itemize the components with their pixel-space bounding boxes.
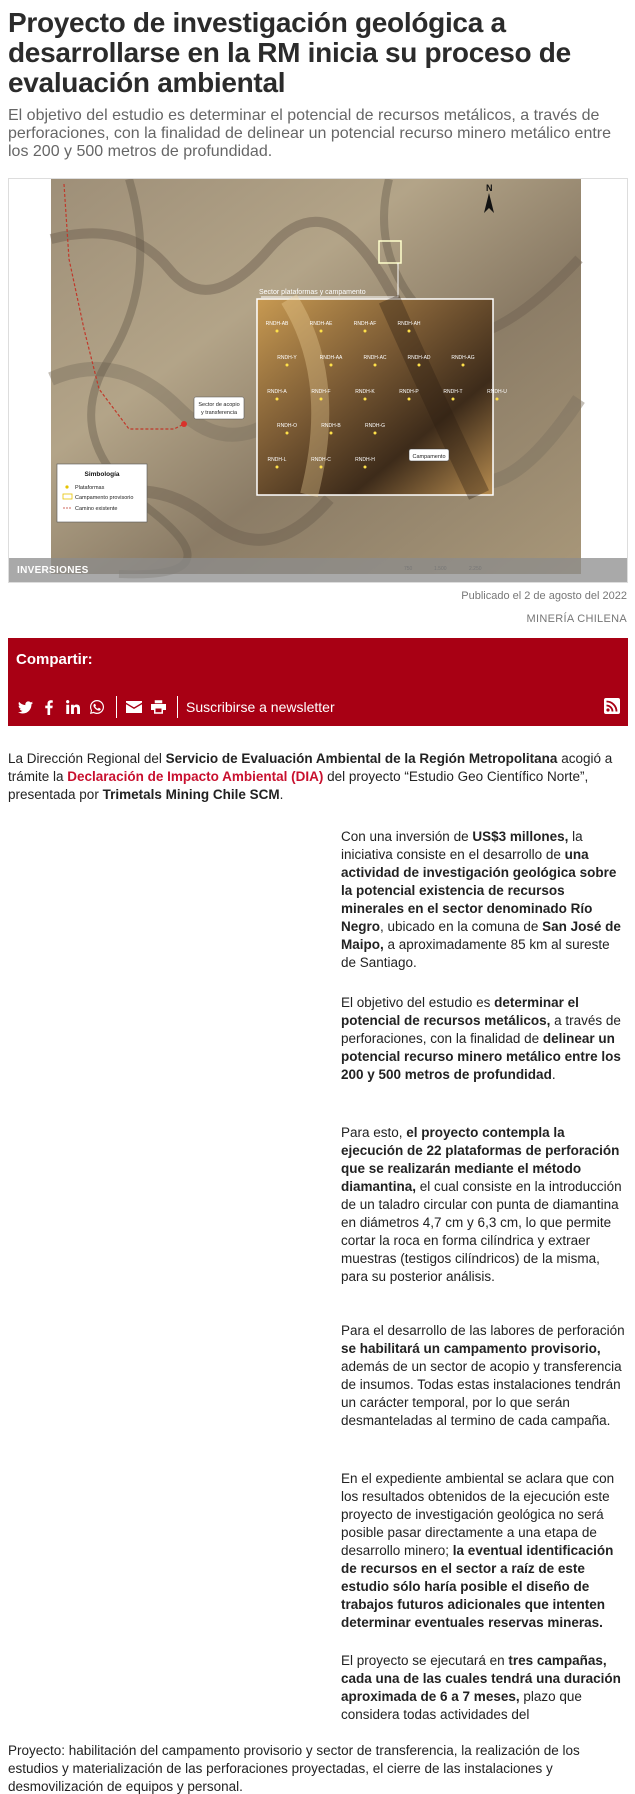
twitter-icon[interactable] [16,698,34,716]
lead-text-4: . [279,787,284,802]
platform-label: RNDH-F [311,389,331,395]
print-icon[interactable] [149,698,167,716]
camp-label: Campamento [412,454,446,460]
legend-item-camp: Campamento provisorio [75,495,134,501]
linkedin-icon[interactable] [64,698,82,716]
newsletter-subscribe-link[interactable]: Suscribirse a newsletter [186,699,335,715]
platform-dot [320,330,323,333]
p2-text-3: . [551,1067,556,1082]
p3-bold-1: el proyecto contempla la ejecución de 22 plataformas de perforación que se realizarán mediante el método diamantina, [341,1125,620,1194]
article-paragraph-1 [341,828,628,972]
p4-text-1: Para el desarrollo de las labores de perforación [341,1323,625,1338]
p6-text-1: El proyecto se ejecutará en [341,1653,509,1668]
platform-dot [364,466,367,469]
p4-text-2: además de un sector de acopio y transferencia de insumos. Todas estas instalaciones tendrán un carácter temporal, por lo que serán desmanteladas al termino de cada campaña. [341,1359,622,1428]
transfer-label-line2: y transferencia [200,410,238,416]
p2-text-2: a través de perforaciones, con la finalidad de [341,1013,621,1046]
p6-text-2: plazo que considera todas actividades del [341,1689,582,1722]
p3-text-1: Para esto, [341,1125,407,1140]
platform-label: RNDH-H [355,457,375,463]
platform-dot [276,330,279,333]
platform-dot [408,330,411,333]
map-graphic [9,179,628,583]
publish-date: Publicado el 2 de agosto del 2022 [461,590,627,602]
rss-icon[interactable] [604,698,620,714]
platform-label: RNDH-U [487,389,507,395]
platform-dot [286,432,289,435]
p6-bold-1: tres campañas, cada una de las cuales tendrá una duración aproximada de 6 a 7 meses, [341,1653,621,1704]
article-paragraph-5 [341,1470,628,1632]
platform-label: RNDH-AF [353,321,377,327]
dia-link[interactable]: Declaración de Impacto Ambiental (DIA) [67,769,324,784]
p5-bold-1: la eventual identificación de recursos en el sector a raíz de este estudio sólo haría posible el diseño de trabajos futuros adicionales que intenten determinar eventuales reservas mineras. [341,1543,614,1630]
hero-map-image[interactable] [8,178,628,583]
article-paragraph-2 [341,994,628,1084]
p2-text-1: El objetivo del estudio es [341,995,495,1010]
lead-text-1: La Dirección Regional del [8,751,166,766]
platform-dot [276,466,279,469]
platform-label: RNDH-K [355,389,375,395]
p1-bold-1: US$3 millones, [472,829,569,844]
platform-label: RNDH-P [399,389,419,395]
p3-text-2: el cual consiste en la introducción de un taladro circular con punta de diamantina en diámetros 4,7 cm y 6,3 cm, lo que permite cortar la roca en forma cilíndrica y extraer muestras (testigos cilíndricos) de la misma, para su posterior análisis. [341,1179,622,1284]
platform-label: RNDH-AA [319,355,343,361]
platform-dot [418,364,421,367]
platform-label: RNDH-G [365,423,385,429]
platform-dot [496,398,499,401]
platform-label: RNDH-AH [397,321,421,327]
transfer-point-marker [181,421,187,427]
platform-dot [330,432,333,435]
platform-label: RNDH-AE [309,321,333,327]
share-divider-2 [177,696,178,718]
platform-label: RNDH-C [311,457,331,463]
category-tag[interactable]: INVERSIONES [17,565,89,576]
platform-dot [364,330,367,333]
platform-dot [408,398,411,401]
article-source: MINERÍA CHILENA [526,613,627,625]
platform-label: RNDH-L [267,457,287,463]
email-icon[interactable] [125,698,143,716]
lead-bold-1: Servicio de Evaluación Ambiental de la Región Metropolitana [165,751,558,766]
legend-item-platforms: Plataformas [75,485,105,491]
share-icons-row [16,696,335,718]
p5-text-1: En el expediente ambiental se aclara que con los resultados obtenidos de la ejecución este proyecto de investigación geológica no será posible pasar directamente a una etapa de desarrollo minero; [341,1471,615,1558]
platform-dot [452,398,455,401]
p1-text-3: , ubicado en la comuna de [380,919,543,934]
platform-dot [374,432,377,435]
platform-label: RNDH-AD [407,355,431,361]
platform-label: RNDH-Y [277,355,297,361]
share-title: Compartir: [16,651,93,668]
platform-label: RNDH-AB [265,321,289,327]
whatsapp-icon[interactable] [88,698,106,716]
p1-bold-3: San José de Maipo, [341,919,621,952]
platform-dot [364,398,367,401]
p4-bold-1: se habilitará un campamento provisorio, [341,1341,601,1356]
map-legend [57,464,147,522]
platform-dot [330,364,333,367]
p1-bold-2: una actividad de investigación geológica sobre la potencial existencia de recursos minerales en el sector denominado Río Negro [341,847,617,934]
hero-tag-bar [9,558,627,582]
legend-title: Simbología [84,471,120,478]
article-paragraph-3 [341,1124,628,1286]
platform-dot [276,398,279,401]
legend-item-road: Camino existente [75,506,118,512]
article-paragraph-6 [341,1652,628,1724]
article-lead-paragraph [8,750,628,804]
platform-dot [374,364,377,367]
platform-dot [462,364,465,367]
platform-label: RNDH-O [277,423,297,429]
platform-dot [320,398,323,401]
p1-text-2: la iniciativa consiste en el desarrollo de [341,829,583,862]
platform-dot [320,466,323,469]
share-panel [8,638,628,726]
lead-text-2: acogió a trámite la [8,751,613,784]
article-title: Proyecto de investigación geológica a desarrollarse en la RM inicia su proceso de evaluación ambiental [8,7,571,98]
share-divider [116,696,117,718]
platform-label: RNDH-AC [363,355,387,361]
inset-title: Sector plataformas y campamento [259,289,366,296]
platform-label: RNDH-AG [451,355,475,361]
facebook-icon[interactable] [40,698,58,716]
p1-text-1: Con una inversión de [341,829,473,844]
platform-label: RNDH-B [321,423,341,429]
article-paragraph-4 [341,1322,628,1430]
article-subtitle: El objetivo del estudio es determinar el potencial de recursos metálicos, a través de perforaciones, con la finalidad de delinear un potencial recurso minero metálico entre los 200 y 500 metros de profundidad. [8,107,612,160]
p2-bold-1: determinar el potencial de recursos metálicos, [341,995,579,1028]
transfer-label-line1: Sector de acopio [198,402,240,408]
lead-bold-2: Trimetals Mining Chile SCM [102,787,280,802]
platform-label: RNDH-A [267,389,287,395]
platform-label: RNDH-T [443,389,463,395]
p2-bold-2: delinear un potencial recurso minero metálico entre los 200 y 500 metros de profundidad [341,1031,621,1082]
north-arrow-label: N [486,183,493,193]
platform-dot [286,364,289,367]
article-paragraph-6-continued: Proyecto: habilitación del campamento provisorio y sector de transferencia, la realización de los estudios y materialización de las perforaciones proyectadas, el cierre de las instalaciones y desmovilización de equipos y personal. [8,1743,580,1794]
lead-text-3: del proyecto “Estudio Geo Científico Norte”, presentada por [8,769,589,802]
p1-text-4: a aproximadamente 85 km al sureste de Santiago. [341,937,610,970]
